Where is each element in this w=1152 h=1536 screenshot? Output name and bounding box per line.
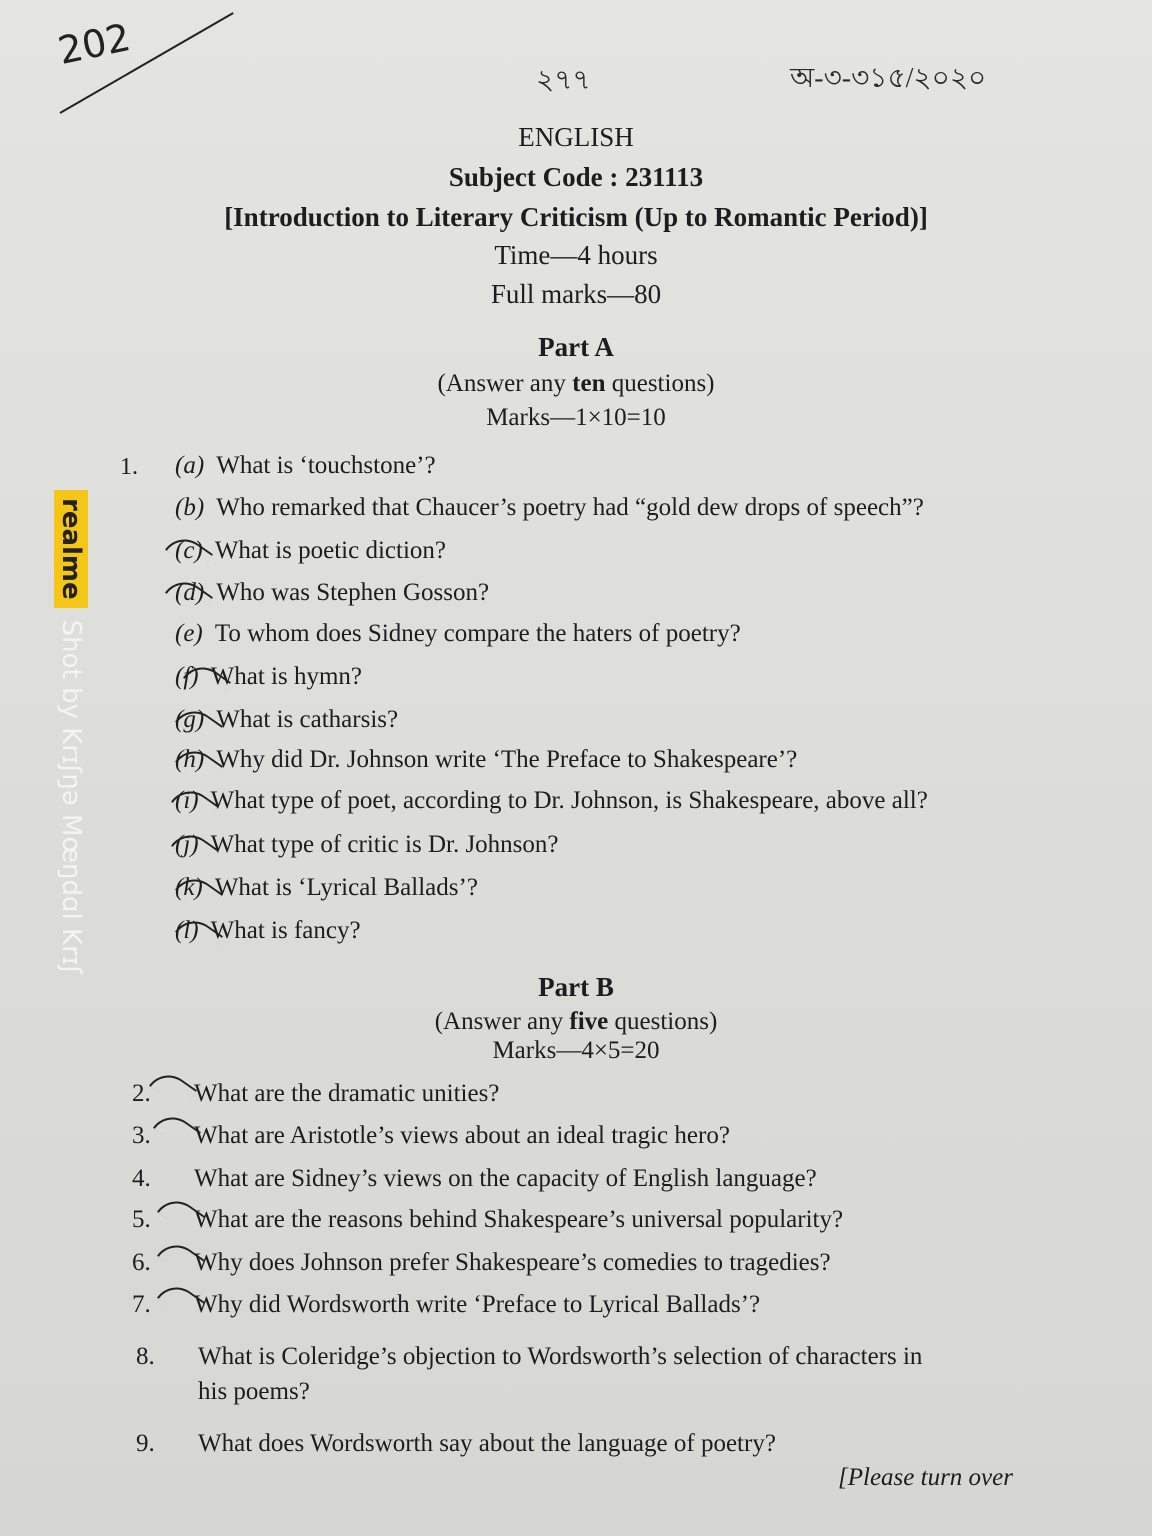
- paper-title: [Introduction to Literary Criticism (Up to Romantic Period)]: [224, 202, 928, 232]
- list-item: 7. Why did Wordsworth write ‘Preface to Lyrical Ballads’?: [132, 1291, 761, 1318]
- question-number: 1.: [120, 454, 138, 480]
- list-item-continuation: his poems?: [198, 1378, 310, 1405]
- handwritten-mark: 202: [54, 14, 135, 74]
- list-item: (f) What is hymn?: [175, 663, 363, 690]
- exam-reference-code: অ-৩-৩১৫/২০২০: [790, 63, 987, 94]
- subject-title: ENGLISH: [518, 122, 634, 152]
- list-item: (i) What type of poet, according to Dr. Johnson, is Shakespeare, above all?: [175, 787, 928, 814]
- exam-time: Time—4 hours: [494, 240, 658, 270]
- list-item: (j) What type of critic is Dr. Johnson?: [175, 831, 559, 858]
- page-number-code: ২৭৭: [536, 65, 591, 96]
- list-item: (a) What is ‘touchstone’?: [175, 452, 436, 479]
- list-item: 8. What is Coleridge’s objection to Wordsworth’s selection of characters in: [136, 1343, 923, 1370]
- list-item: (d) Who was Stephen Gosson?: [175, 579, 490, 606]
- list-item: 9. What does Wordsworth say about the language of poetry?: [136, 1430, 776, 1457]
- list-item: (g) What is catharsis?: [175, 706, 399, 733]
- list-item: (c) What is poetic diction?: [175, 537, 446, 564]
- handwritten-tick: [149, 1066, 197, 1110]
- list-item: 4. What are Sidney’s views on the capacity of English language?: [132, 1165, 817, 1192]
- list-item: 3. What are Aristotle’s views about an ideal tragic hero?: [132, 1122, 730, 1149]
- list-item: (l) What is fancy?: [175, 917, 361, 944]
- list-item: (e) To whom does Sidney compare the haters of poetry?: [175, 620, 741, 647]
- watermark-brand: realme: [54, 490, 88, 608]
- list-item: 6. Why does Johnson prefer Shakespeare’s comedies to tragedies?: [132, 1249, 831, 1276]
- part-a-instruction: (Answer any ten questions): [437, 370, 715, 397]
- watermark-text: Shot by Krɪʃŋə Mœŋdɑl Krɪʃ: [56, 619, 86, 975]
- list-item: 2. What are the dramatic unities?: [132, 1080, 500, 1107]
- list-item: 5. What are the reasons behind Shakespeare’s universal popularity?: [132, 1206, 844, 1233]
- part-a-marks: Marks—1×10=10: [486, 404, 666, 431]
- turn-over-note: [Please turn over: [838, 1464, 1013, 1491]
- list-item: (h) Why did Dr. Johnson write ‘The Preface to Shakespeare’?: [175, 746, 798, 773]
- part-b-marks: Marks—4×5=20: [492, 1037, 660, 1064]
- list-item: (b) Who remarked that Chaucer’s poetry had “gold dew drops of speech”?: [175, 494, 924, 521]
- full-marks: Full marks—80: [490, 279, 662, 309]
- part-b-instruction: (Answer any five questions): [434, 1008, 718, 1035]
- part-b-heading: Part B: [538, 972, 614, 1002]
- subject-code: Subject Code : 231113: [448, 162, 704, 192]
- list-item: (k) What is ‘Lyrical Ballads’?: [175, 874, 478, 901]
- part-a-heading: Part A: [538, 332, 614, 362]
- camera-watermark: [54, 490, 88, 974]
